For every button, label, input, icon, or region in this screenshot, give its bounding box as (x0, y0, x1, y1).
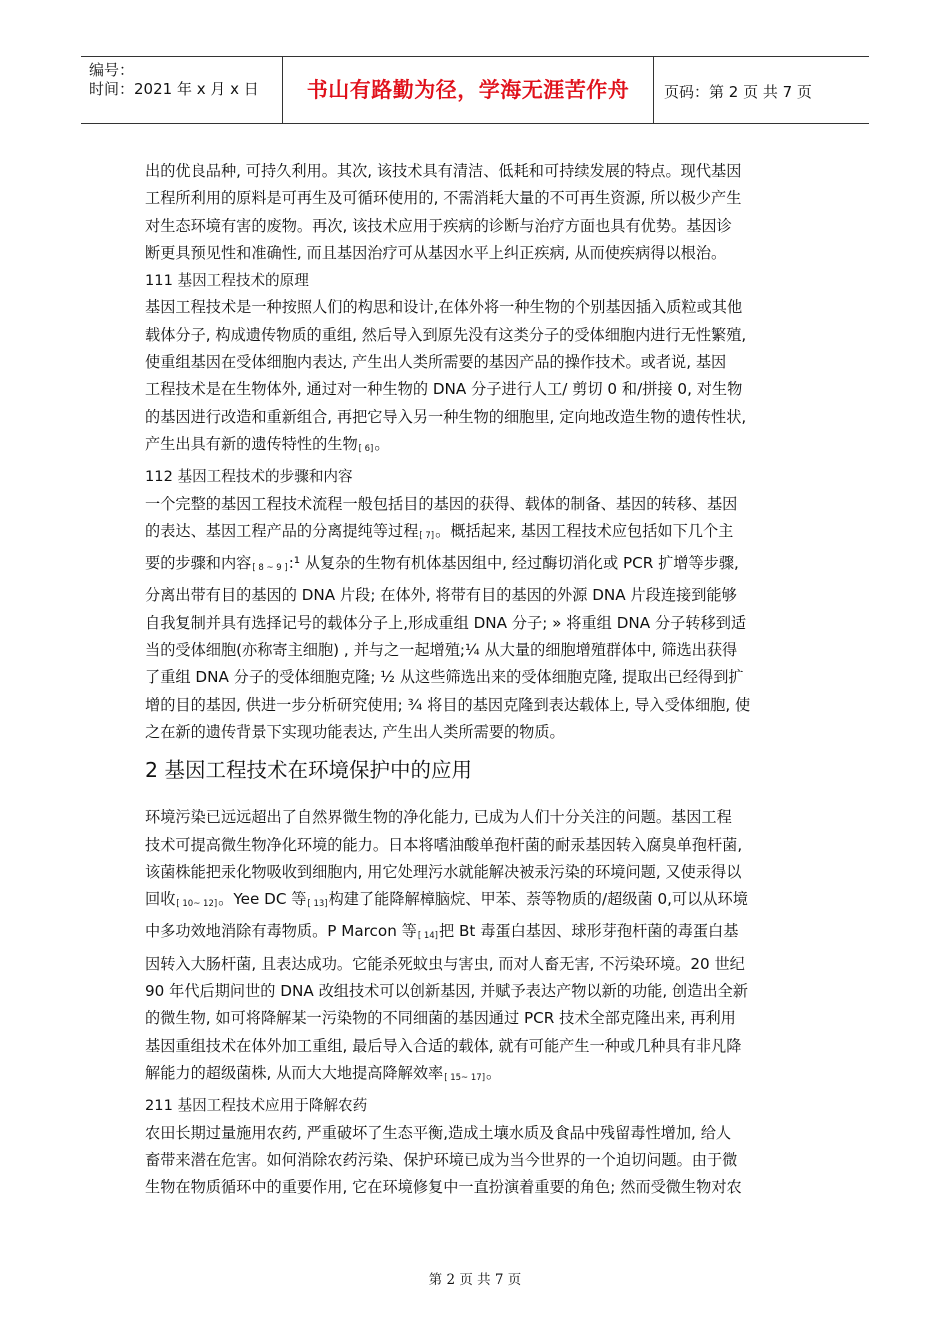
text-line: 自我复制并具有选择记号的载体分子上,形成重组 DNA 分子; » 将重组 DNA 分子转移到适 (145, 613, 747, 632)
text-span: :¹ 从复杂的生物有机体基因组中, 经过酶切消化或 PCR 扩增等步骤, (288, 554, 739, 573)
header-meta (89, 61, 259, 99)
citation: [ 6] (358, 443, 374, 454)
section-title-111: 111 基因工程技术的原理 (145, 272, 309, 290)
header-motto: 书山有路勤为径，学海无涯苦作舟 (306, 78, 630, 102)
text-line (145, 518, 815, 550)
text-span: 回收 (145, 890, 176, 909)
text-line: 了重组 DNA 分子的受体细胞克隆; ½ 从这些筛选出来的受体细胞克隆, 提取出已经得到扩 (145, 668, 744, 687)
text-line: 90 年代后期问世的 DNA 改组技术可以创新基因, 并赋予表达产物以新的功能, 创造出全新 (145, 982, 748, 1001)
text-line: 对生态环境有害的废物。再次, 该技术应用于疾病的诊断与治疗方面也具有优势。基因诊 (145, 216, 732, 235)
text-line: 基因工程技术是一种按照人们的构思和设计,在体外将一种生物的个别基因插入质粒或其他 (145, 298, 743, 317)
section-title-211: 211 基因工程技术应用于降解农药 (145, 1097, 368, 1115)
text-span: 。概括起来, 基因工程技术应包括如下几个主 (435, 521, 734, 540)
text-line (145, 550, 815, 582)
citation: [ 14] (417, 931, 438, 942)
citation: [ 8 ~ 9 ] (252, 563, 288, 574)
text-line (145, 431, 815, 463)
text-line: 之在新的遗传背景下实现功能表达, 产生出人类所需要的物质。 (145, 722, 565, 741)
header-table (81, 56, 869, 124)
text-span: 中多功效地消除有毒物质。P Marcon 等 (145, 922, 417, 941)
time-label: 时间：2021 年 x 月 x 日 (89, 80, 259, 98)
section-title-112: 112 基因工程技术的步骤和内容 (145, 468, 353, 486)
text-span: 。 (486, 1063, 502, 1082)
text-line: 的微生物, 如可将降解某一污染物的不同细菌的基因通过 PCR 技术全部克隆出来, 再利用 (145, 1009, 736, 1028)
text-span: 构建了能降解樟脑烷、甲苯、萘等物质的/超级菌 0,可以从环境 (328, 890, 748, 909)
text-line (145, 918, 815, 950)
text-line: 因转入大肠杆菌, 且表达成功。它能杀死蚊虫与害虫, 而对人畜无害, 不污染环境。20 世纪 (145, 954, 745, 973)
text-span: 把 Bt 毒蛋白基因、球形芽孢杆菌的毒蛋白基 (439, 922, 739, 941)
text-line: 使重组基因在受体细胞内表达, 产生出人类所需要的基因产品的操作技术。或者说, 基因 (145, 353, 727, 372)
text-line: 断更具预见性和准确性, 而且基因治疗可从基因水平上纠正疾病, 从而使疾病得以根治。 (145, 243, 727, 262)
text-span: 要的步骤和内容 (145, 554, 252, 573)
text-line: 生物在物质循环中的重要作用, 它在环境修复中一直扮演着重要的角色; 然而受微生物对农 (145, 1178, 742, 1197)
text-line: 畜带来潜在危害。如何消除农药污染、保护环境已成为当今世界的一个迫切问题。由于微 (145, 1150, 738, 1169)
text-span: 解能力的超级菌株, 从而大大地提高降解效率 (145, 1063, 444, 1082)
text-line: 载体分子, 构成遗传物质的重组, 然后导入到原先没有这类分子的受体细胞内进行无性繁殖, (145, 325, 747, 344)
number-label: 编号： (89, 61, 135, 79)
citation: [ 15~ 17] (444, 1072, 486, 1083)
citation: [ 13] (307, 899, 328, 910)
text-line: 技术可提高微生物净化环境的能力。日本将嗜油酸单孢杆菌的耐汞基因转入腐臭单孢杆菌, (145, 835, 743, 854)
text-line: 一个完整的基因工程技术流程一般包括目的基因的获得、载体的制备、基因的转移、基因 (145, 494, 738, 513)
text-line: 该菌株能把汞化物吸收到细胞内, 用它处理污水就能解决被汞污染的环境问题, 又使汞得以 (145, 862, 742, 881)
text-line: 工程所利用的原料是可再生及可循环使用的, 不需消耗大量的不可再生资源, 所以极少产生 (145, 189, 742, 208)
text-line (145, 886, 815, 918)
text-line: 农田长期过量施用农药, 严重破坏了生态平衡,造成土壤水质及食品中残留毒性增加, 给人 (145, 1123, 732, 1142)
text-line: 增的目的基因, 供进一步分析研究使用; ¾ 将目的基因克隆到表达载体上, 导入受体细胞, 使 (145, 695, 751, 714)
citation: [ 10~ 12] (176, 899, 218, 910)
text-line: 的基因进行改造和重新组合, 再把它导入另一种生物的细胞里, 定向地改造生物的遗传性状, (145, 407, 747, 426)
text-line: 基因重组技术在体外加工重组, 最后导入合适的载体, 就有可能产生一种或几种具有非凡降 (145, 1036, 742, 1055)
text-line: 工程技术是在生物体外, 通过对一种生物的 DNA 分子进行人工/ 剪切 0 和/拼接 0, 对生物 (145, 380, 743, 399)
document-body (145, 158, 815, 1201)
citation: [ 7] (419, 530, 435, 541)
header-divider (653, 57, 654, 123)
text-span: 产生出具有新的遗传特性的生物 (145, 434, 358, 453)
text-line: 出的优良品种, 可持久利用。其次, 该技术具有清洁、低耗和可持续发展的特点。现代基因 (145, 162, 742, 180)
text-line (145, 1060, 815, 1092)
text-span: 。Yee DC 等 (218, 890, 307, 909)
text-span: 的表达、基因工程产品的分离提纯等过程 (145, 521, 419, 540)
text-line: 环境污染已远远超出了自然界微生物的净化能力, 已成为人们十分关注的问题。基因工程 (145, 808, 732, 827)
text-line: 分离出带有目的基因的 DNA 片段; 在体外, 将带有目的基因的外源 DNA 片段连接到能够 (145, 586, 737, 605)
page-footer: 第 2 页 共 7 页 (428, 1272, 522, 1288)
section-heading-2: 2 基因工程技术在环境保护中的应用 (145, 758, 473, 783)
text-line: 当的受体细胞(亦称寄主细胞) , 并与之一起增殖;¼ 从大量的细胞增殖群体中, 筛选出获得 (145, 641, 738, 660)
page-code: 页码：第 2 页 共 7 页 (664, 83, 812, 101)
text-span: 。 (374, 434, 390, 453)
